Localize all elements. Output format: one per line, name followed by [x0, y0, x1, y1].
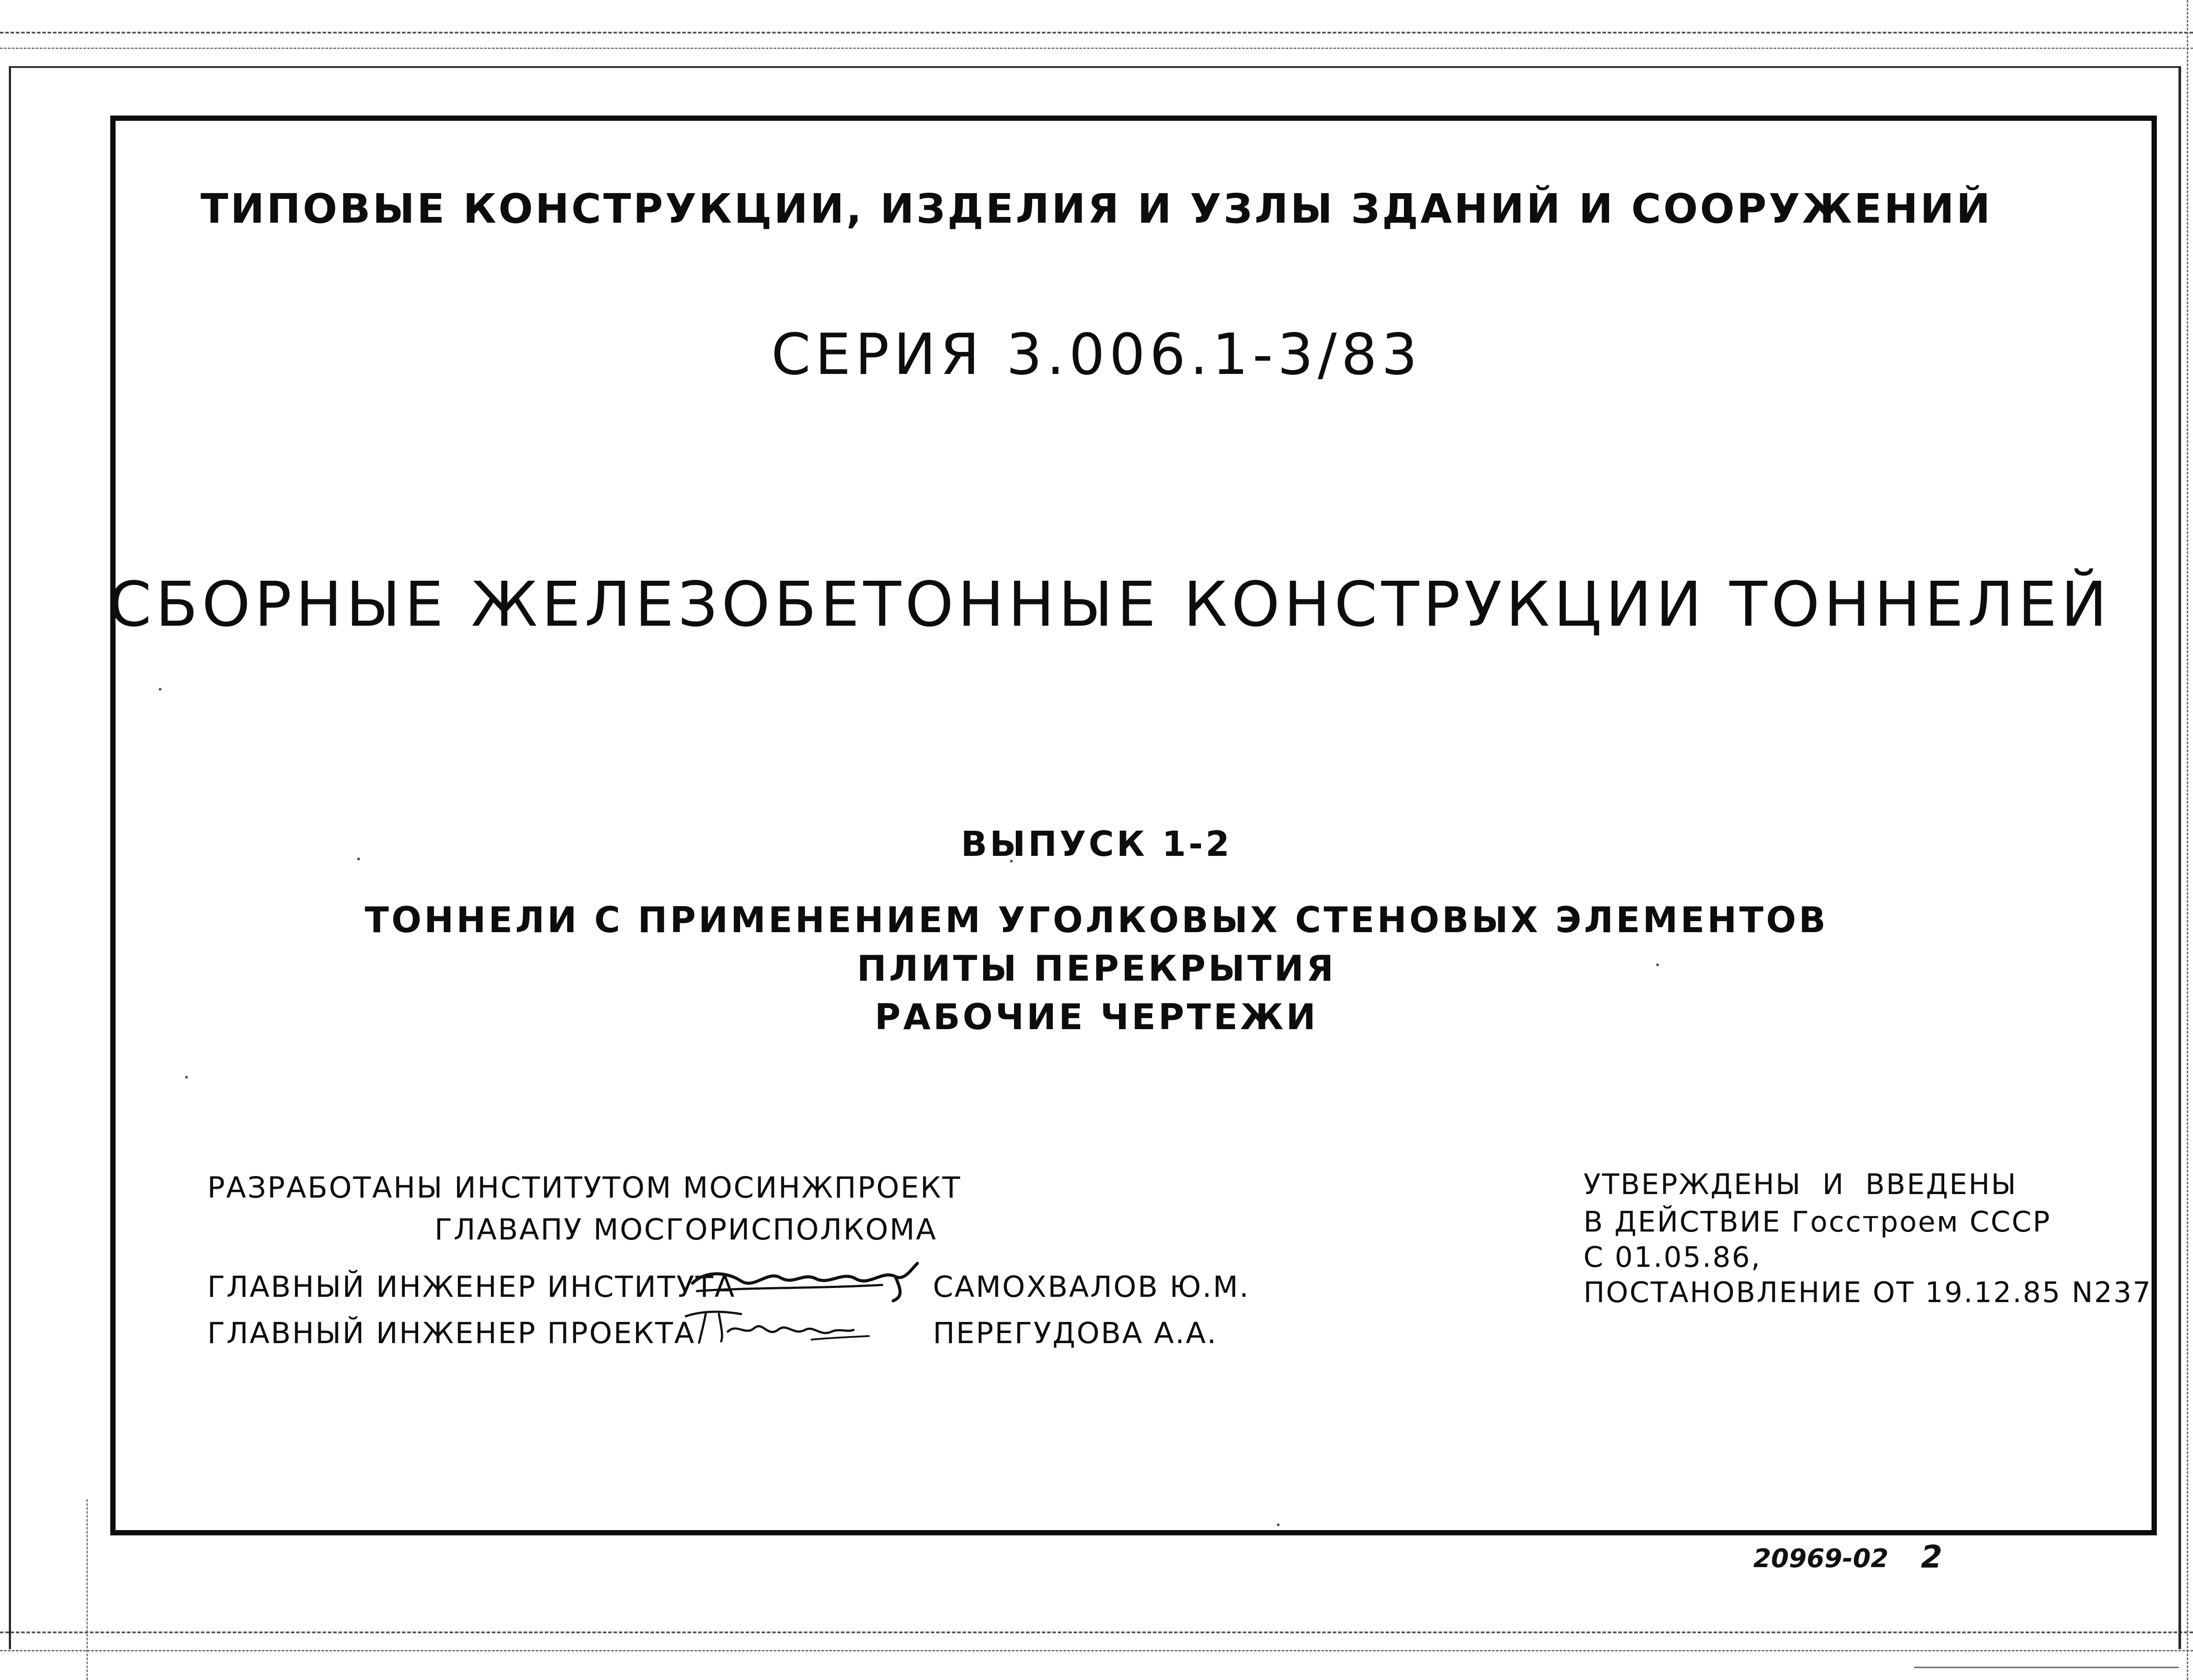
chief-engineer-institute-role: ГЛАВНЫЙ ИНЖЕНЕР ИНСТИТУТА [207, 1270, 736, 1304]
page-number: 2 [1921, 1539, 1942, 1575]
series-number: СЕРИЯ 3.006.1-3/83 [771, 322, 1422, 388]
subtitle-line-1: ТОННЕЛИ С ПРИМЕНЕНИЕМ УГОЛКОВЫХ СТЕНОВЫХ ЭЛЕМЕНТОВ [364, 900, 1829, 941]
approval-line-3: С 01.05.86, [1583, 1241, 1762, 1274]
chief-engineer-project-role: ГЛАВНЫЙ ИНЖЕНЕР ПРОЕКТА [207, 1316, 696, 1350]
subtitle-line-3: РАБОЧИЕ ЧЕРТЕЖИ [875, 997, 1318, 1038]
scan-speck [159, 688, 161, 691]
document-number: 20969-02 [1753, 1543, 1889, 1573]
top-scan-edge [0, 32, 2193, 34]
top-scan-edge-2 [0, 48, 2193, 49]
issue-number: ВЫПУСК 1-2 [961, 825, 1232, 864]
developer-line-2: ГЛАВАПУ МОСГОРИСПОЛКОМА [434, 1213, 937, 1247]
bottom-right-rule [1914, 1667, 2179, 1668]
approval-line-2: В ДЕЙСТВИЕ Госстроем СССР [1583, 1206, 2051, 1239]
document-title: СБОРНЫЕ ЖЕЛЕЗОБЕТОННЫЕ КОНСТРУКЦИИ ТОННЕЛЕЙ [108, 569, 2111, 641]
developer-line-1: РАЗРАБОТАНЫ ИНСТИТУТОМ МОСИНЖПРОЕКТ [207, 1171, 962, 1205]
bottom-scan-edge-2 [0, 1650, 2193, 1651]
subtitle-line-2: ПЛИТЫ ПЕРЕКРЫТИЯ [857, 948, 1336, 989]
approval-line-1: УТВЕРЖДЕНЫ И ВВЕДЕНЫ [1583, 1169, 2017, 1201]
approval-line-4: ПОСТАНОВЛЕНИЕ ОТ 19.12.85 N237 [1583, 1277, 2152, 1309]
scan-speck [185, 1076, 188, 1079]
collection-title: ТИПОВЫЕ КОНСТРУКЦИИ, ИЗДЕЛИЯ И УЗЛЫ ЗДАНИЙ И СООРУЖЕНИЙ [200, 185, 1993, 232]
chief-engineer-institute-name: САМОХВАЛОВ Ю.М. [933, 1270, 1250, 1304]
chief-engineer-project-name: ПЕРЕГУДОВА А.А. [933, 1316, 1218, 1350]
scan-speck [1277, 1523, 1280, 1526]
signature-peregudova [679, 1301, 873, 1349]
